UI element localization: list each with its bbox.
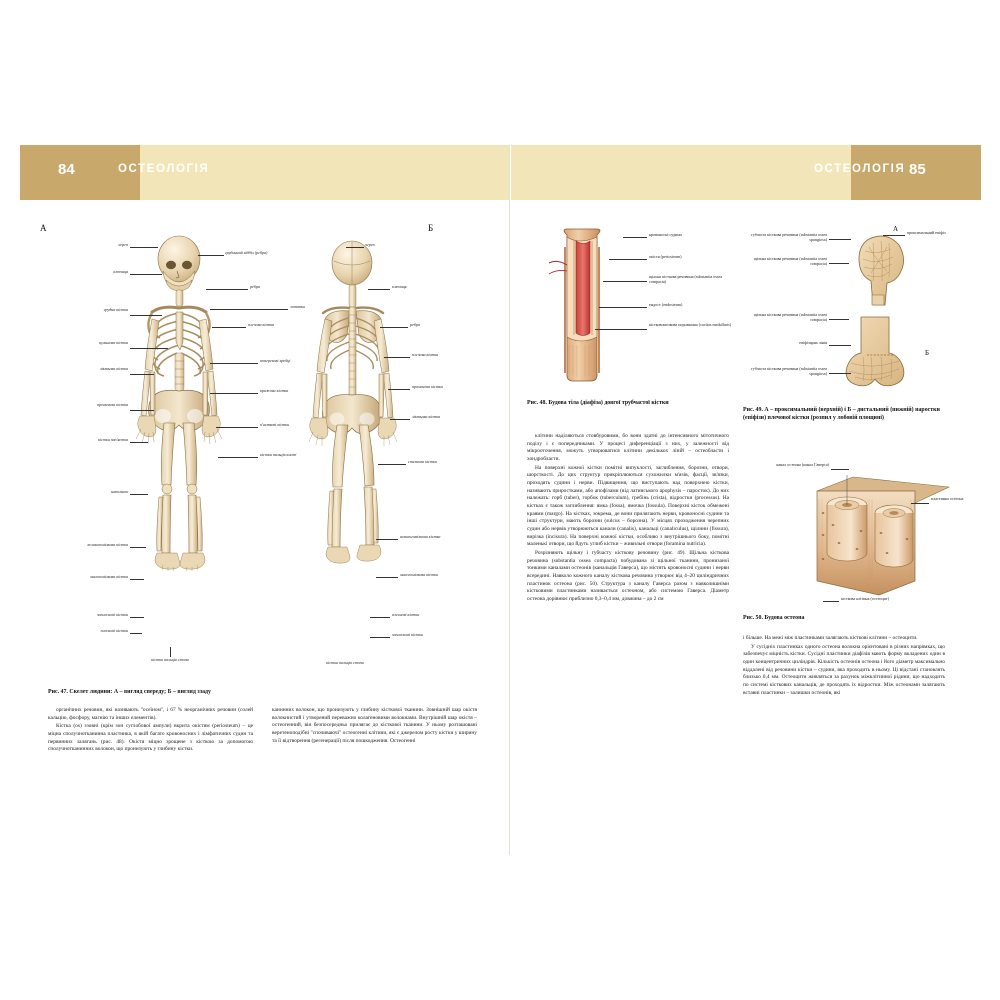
label-tibia: великогомілкова кістка (87, 542, 128, 547)
label-ribs-front: ребра (250, 284, 260, 289)
figure48-caption: Рис. 48. Будова тіла (діафіза) довгої трубчастої кістки (527, 400, 669, 406)
section-title-right: ОСТЕОЛОГІЯ (814, 163, 906, 175)
header-right (511, 145, 981, 200)
paragraph: органічних речовин, які називають "осеїном", і 67 % неорганічних речовин (солей кальцію, фосфору, магнію та інших елементів). (48, 707, 253, 721)
label-ribs-back: ребра (410, 322, 420, 327)
paragraph: канинних волокон, що пронизують у глибину кісткової тканини. Зовнішній шар окістя волокнистий і утворений переважно колагеновими волокнами. Внутрішній шар окістя – остеогенний, він безпосередньо прилягає до кісткової тканини. У ньому розташовані веретеноподібні "спочиваючі" остеогенні клітини, які є джерелом росту кістки у ширину та її відтворення (регенерації) після пошкодження. Остеогенні (272, 707, 477, 744)
label-radius-front: променева кістка (97, 402, 128, 407)
label-fig49-epiphyseal-line: епіфізарна лінія (799, 340, 827, 345)
paragraph: і більше. На межі між пластинками залягають кісткові клітини – остеоцити. (743, 635, 918, 641)
label-fig50-haversian-canal: канал остеона (канал Гаверса) (776, 462, 829, 467)
label-fig48-medullary: кістковомозкова порожнина (cavitas medullaris) (649, 322, 732, 327)
label-toes-back: кістки пальців стопи (326, 660, 364, 665)
label-sternum-front: грудна кістка (103, 307, 128, 312)
header-left (20, 145, 510, 200)
figure47-panel-b-letter: Б (428, 223, 434, 233)
label-fig49-proximal-epiphysis: проксимальний епіфіз (907, 230, 946, 235)
label-vertebral-front: грудинний відділ (ребра) (225, 250, 268, 255)
label-patella: наколінок (111, 489, 128, 494)
page-left (20, 145, 510, 855)
figure47-panel-a-letter: А (40, 223, 47, 233)
figure47-skeletons (38, 223, 493, 693)
label-ulna-front: ліктьова кістка (99, 366, 128, 371)
section-title-left: ОСТЕОЛОГІЯ (118, 163, 210, 175)
label-carpus-front: кістки зап'ястка (98, 437, 128, 442)
paragraph: Кістка (os) ззовні (крім зон суглобової ампули) вкрита окістям (periosteum) – це міцна сполучнотканинна пластинка, в якій багато кровоносних і лімфатичних судин та первинних залягань (рис. 48). Окістя міцно зрощене з кісткою за допомогою сполучнотканинних волокон, що пронизують у глибину кістки. (48, 723, 253, 753)
paragraph: На поверхні кожної кістки помітні випуклості, заглиблення, борозни, отвори, шорсткості. До цих структур прикріплюються сухожилки м'язів, фасції, зв'язки, проходять судини і нерви. Підвищення, що виступають над поверхнею кістки, називають приростками, або апофізами (від латинського apophysis – паросток). До них належать: горб (tuber), горбок (tuberculum), гребінь (crista), відростки (processus). На кістках є також заглиблення: ямка (fossa), ямочка (fossula). Поверхні кісток обмежені краями (margo). На кістках, зокрема, де вони прилягають нерви, кровоносні судини та інші структури, мають борозни (sulcus – борозна). У місцях проходження черепних судин або нервів утворюються канали (canalis), канальці (canaliculus), щілини (fissura), вирізка (incisura). На поверхні кожної кістки, особливо з внутрішнього боку, помітні маленькі отвори, що йдуть углиб кістки – живильні отвори (foramina nutricia). (527, 464, 729, 548)
label-fig49-spongy-b: губчаста кісткова речовина (substantia ossea spongiosa) (751, 366, 827, 376)
figure49-panel-a-letter: А (893, 225, 899, 233)
label-metatarsus: плеснові кістки (100, 628, 128, 633)
label-phalanges-front: кістки пальців кисті (260, 452, 297, 457)
label-fig48-compact: щільна кісткова речовина (substantia ossea compacta) (649, 274, 723, 284)
label-tarsus-back: заплеснові кістки (392, 632, 423, 637)
label-lumbar-front: поперекові хребці (260, 358, 291, 363)
paragraph: У сусідніх пластинках одного остеона волокна орієнтовані в різних напрямках, що забезпечує міцність кістки. Сусідні пластинки діафізів мають форму вкладених один в один концентричних циліндрів. Кількість остеонів остеона і його діаметр максимально віддалені від речовини кістки – судини, яка проходить в ньому. Ці відстані становлять близько 0,4 мм. Остеоцити живляться за рахунок міжклітинної рідини, що надходить по системі кісткових канальців, де проходять їх відростки. Між остеонами залягають вставні пластинки – залишки остеонів, які (743, 643, 945, 696)
label-ulna-back: ліктьова кістка (412, 414, 441, 419)
figure50-caption: Рис. 50. Будова остеона (743, 615, 805, 621)
label-clavicle-back: ключиця (392, 284, 407, 289)
label-tibia-back: великогомілкова кістка (400, 534, 441, 539)
figure50-osteon (799, 469, 959, 599)
label-sacrum-front: крижова кістка (260, 388, 289, 393)
label-fig49-compact-a: щільна кісткова речовина (substantia ossea compacta) (753, 256, 827, 266)
figure48-diaphysis (541, 225, 641, 395)
label-fibula: малогомілкова кістка (90, 574, 128, 579)
label-fig49-spongy-a: губчаста кісткова речовина (substantia ossea spongiosa) (751, 232, 827, 242)
label-humerus-front: плечова кістка (248, 322, 275, 327)
label-hip-bone-front: кульшова кістка (99, 340, 128, 345)
label-radius-back: променева кістка (412, 384, 443, 389)
right-column-1 (527, 433, 729, 605)
label-metacarpus-front: п'ясткові кістки (260, 422, 290, 427)
page-right (511, 145, 981, 855)
paragraph: Розрізняють щільну і губчасту кісткову речовину (рис. 49). Щільна кісткова речовина (substantia ossea compacta) побудована зі щільної тканини, пронизаної тонкими каналами остеонів (канальців Гаверса), що містять кровоносні судини і нерви всередині. Навколо кожного каналу кісткова речовина утворює від 4–20 циліндричних пластинок остеона (рис. 50). Структура з каналу Гаверса разом з навколишніми кістковими пластинками називається остеоном, або системою Гаверса. Діаметр остеона дорівнює приблизно 0,3–0,4 мм, довжина – до 2 см (527, 550, 729, 603)
label-femur-back: стегнова кістка (408, 459, 437, 464)
header-right-title-band (511, 145, 851, 200)
label-fig48-vessels: кровоносні судини (649, 232, 682, 237)
label-skull-back: череп (365, 242, 375, 247)
figure47-caption: Рис. 47. Скелет людини: А – вигляд спереду; Б – вигляд ззаду (48, 689, 211, 695)
label-tarsus: заплеснові кістки (97, 612, 128, 617)
right-column-2 (743, 635, 945, 698)
label-fig48-endosteum: ендост (endosteum) (649, 302, 683, 307)
label-fig50-osteon-lamella: пластинка остеона (931, 496, 964, 501)
label-toes: кістки пальців стопи (151, 657, 189, 662)
figure49-epiphyses (831, 229, 941, 399)
page-number-right: 85 (909, 161, 926, 178)
page-number-left: 84 (58, 161, 75, 178)
left-column-1 (48, 707, 253, 755)
figure49-caption: Рис. 49. А – проксимальний (верхній) і Б – дистальний (нижній) наростки (епіфізи) плечової кістки (розпил у лобовій площині) (743, 407, 940, 421)
paragraph: клітини наділяються стовбуровими, бо вони здатні до інтенсивного мітотичного поділу і є попередниками. У процесі диференціації з них, у залежності від мікрооточення, можуть утворюватися клітини декількох ліній – остеобласти і хондробласти. (527, 433, 729, 463)
figure49-panel-b-letter: Б (925, 349, 930, 357)
label-fig50-osteocyte: кісткова клітина (остеоцит) (841, 596, 889, 601)
label-fibula-back: малогомілкова кістка (400, 572, 438, 577)
label-clavicle-front: ключиця (113, 269, 128, 274)
left-column-2 (272, 707, 477, 746)
label-fig49-compact-b: щільна кісткова речовина (substantia ossea compacta) (753, 312, 827, 322)
label-skull-front: череп (118, 242, 128, 247)
label-fig48-periosteum: окістя (periosteum) (649, 254, 682, 259)
label-humerus-back: плечова кістка (412, 352, 439, 357)
label-metatarsus-back: плеснові кістки (392, 612, 420, 617)
label-scapula-front: лопатка (290, 304, 305, 309)
